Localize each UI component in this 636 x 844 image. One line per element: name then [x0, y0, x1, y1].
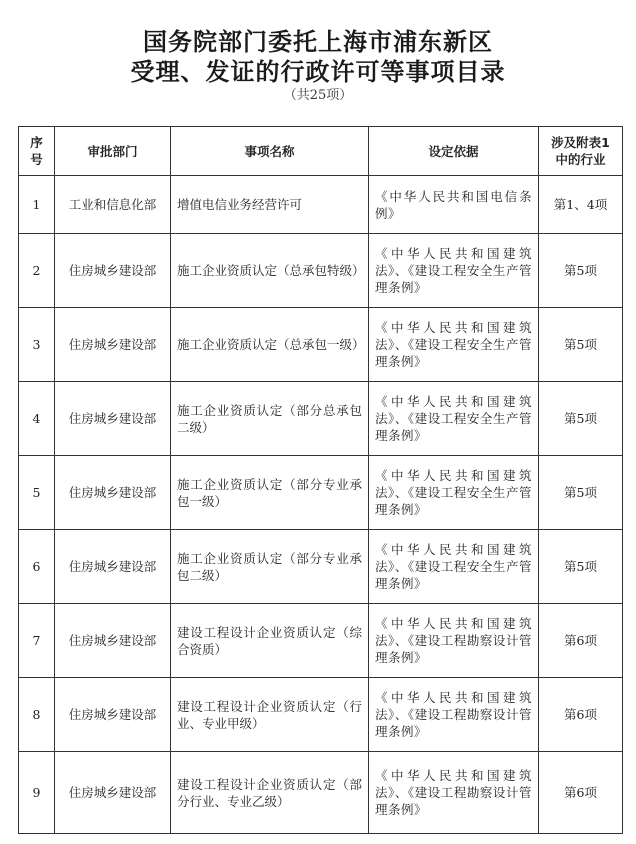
row-dept: 住房城乡建设部 [55, 752, 171, 834]
table-header-row [19, 127, 623, 176]
row-number: 7 [19, 604, 55, 678]
table-row [19, 456, 623, 530]
row-number: 9 [19, 752, 55, 834]
row-number: 2 [19, 234, 55, 308]
row-basis: 《中华人民共和国建筑法》、《建设工程勘察设计管理条例》 [369, 604, 539, 678]
header-item: 事项名称 [171, 127, 369, 176]
row-item: 施工企业资质认定（总承包特级） [171, 234, 369, 308]
row-basis: 《中华人民共和国建筑法》、《建设工程勘察设计管理条例》 [369, 678, 539, 752]
row-item: 建设工程设计企业资质认定（部分行业、专业乙级） [171, 752, 369, 834]
row-industry: 第5项 [539, 308, 623, 382]
row-basis: 《中华人民共和国建筑法》、《建设工程勘察设计管理条例》 [369, 752, 539, 834]
row-industry: 第1、4项 [539, 176, 623, 234]
row-industry: 第5项 [539, 234, 623, 308]
item-count-subtitle: （共25项） [283, 88, 353, 103]
table-row [19, 752, 623, 834]
row-item: 增值电信业务经营许可 [171, 176, 369, 234]
row-number: 8 [19, 678, 55, 752]
row-industry: 第6项 [539, 604, 623, 678]
page-title-line-1: 国务院部门委托上海市浦东新区 [143, 28, 493, 56]
page-title-line-2: 受理、发证的行政许可等事项目录 [130, 58, 506, 86]
header-basis: 设定依据 [369, 127, 539, 176]
row-basis: 《中华人民共和国建筑法》、《建设工程安全生产管理条例》 [369, 308, 539, 382]
items-table [18, 126, 623, 834]
table-row [19, 530, 623, 604]
row-number: 1 [19, 176, 55, 234]
row-industry: 第6项 [539, 678, 623, 752]
table-row [19, 234, 623, 308]
row-dept: 住房城乡建设部 [55, 604, 171, 678]
row-dept: 住房城乡建设部 [55, 456, 171, 530]
row-industry: 第5项 [539, 530, 623, 604]
row-industry: 第5项 [539, 456, 623, 530]
table-row [19, 604, 623, 678]
table-row [19, 176, 623, 234]
row-dept: 住房城乡建设部 [55, 234, 171, 308]
row-number: 6 [19, 530, 55, 604]
row-industry: 第6项 [539, 752, 623, 834]
row-dept: 住房城乡建设部 [55, 678, 171, 752]
table-row [19, 308, 623, 382]
header-industry: 涉及附表1中的行业 [539, 127, 623, 176]
row-industry: 第5项 [539, 382, 623, 456]
row-number: 5 [19, 456, 55, 530]
row-item: 施工企业资质认定（部分专业承包一级） [171, 456, 369, 530]
row-basis: 《中华人民共和国建筑法》、《建设工程安全生产管理条例》 [369, 530, 539, 604]
row-dept: 住房城乡建设部 [55, 308, 171, 382]
row-item: 施工企业资质认定（部分专业承包二级） [171, 530, 369, 604]
row-dept: 工业和信息化部 [55, 176, 171, 234]
header-dept: 审批部门 [55, 127, 171, 176]
row-basis: 《中华人民共和国建筑法》、《建设工程安全生产管理条例》 [369, 234, 539, 308]
row-item: 施工企业资质认定（部分总承包二级） [171, 382, 369, 456]
row-basis: 《中华人民共和国建筑法》、《建设工程安全生产管理条例》 [369, 456, 539, 530]
row-item: 施工企业资质认定（总承包一级） [171, 308, 369, 382]
row-item: 建设工程设计企业资质认定（综合资质） [171, 604, 369, 678]
table-row [19, 678, 623, 752]
row-basis: 《中华人民共和国电信条例》 [369, 176, 539, 234]
row-dept: 住房城乡建设部 [55, 530, 171, 604]
row-item: 建设工程设计企业资质认定（行业、专业甲级） [171, 678, 369, 752]
row-number: 3 [19, 308, 55, 382]
header-seq: 序号 [19, 127, 55, 176]
table-row [19, 382, 623, 456]
row-number: 4 [19, 382, 55, 456]
row-basis: 《中华人民共和国建筑法》、《建设工程安全生产管理条例》 [369, 382, 539, 456]
row-dept: 住房城乡建设部 [55, 382, 171, 456]
